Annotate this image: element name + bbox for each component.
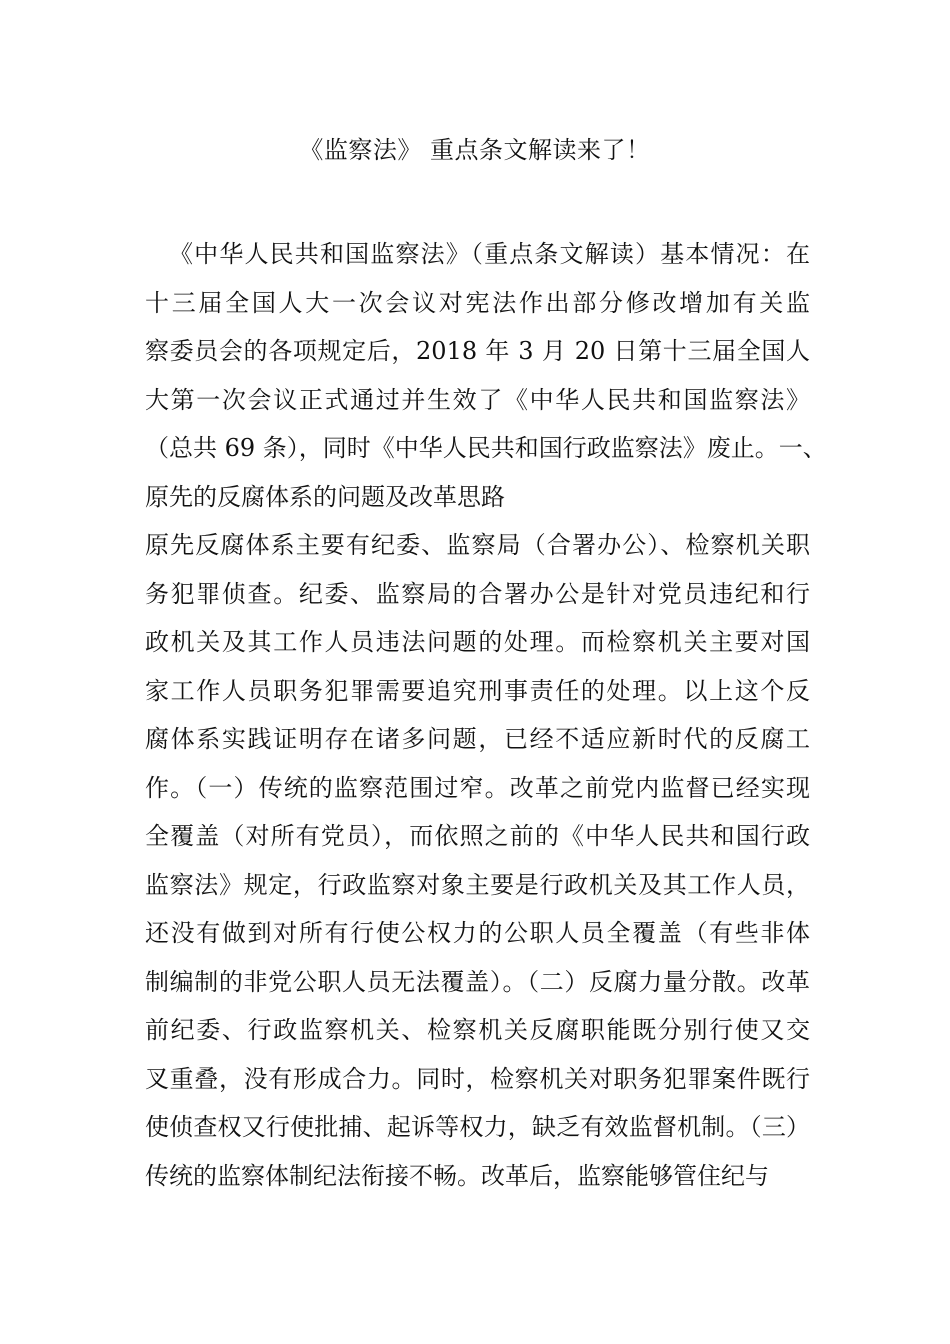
body-line: 务犯罪侦查。纪委、监察局的合署办公是针对党员违纪和行: [145, 579, 810, 608]
body-line: 政机关及其工作人员违法问题的处理。而检察机关主要对国: [145, 628, 810, 656]
body-line: 叉重叠，没有形成合力。同时，检察机关对职务犯罪案件既行: [145, 1064, 810, 1093]
body-line: 十三届全国人大一次会议对宪法作出部分修改增加有关监: [145, 288, 810, 317]
body-line: 全覆盖（对所有党员），而依照之前的《中华人民共和国行政: [145, 822, 810, 850]
body-line: 监察法》规定，行政监察对象主要是行政机关及其工作人员，: [145, 870, 810, 899]
body-line: 察委员会的各项规定后，2018 年 3 月 20 日第十三届全国人: [145, 337, 810, 365]
body-line: 大第一次会议正式通过并生效了《中华人民共和国监察法》: [145, 385, 810, 414]
document-body: [145, 230, 827, 1200]
body-line: 制编制的非党公职人员无法覆盖）。（二）反腐力量分散。改革: [145, 967, 810, 996]
body-line: 传统的监察体制纪法衔接不畅。改革后，监察能够管住纪与: [145, 1161, 769, 1190]
body-line: 作。（一）传统的监察范围过窄。改革之前党内监督已经实现: [145, 773, 810, 802]
document-title: 《监察法》 重点条文解读来了！: [299, 136, 651, 164]
body-line: 还没有做到对所有行使公权力的公职人员全覆盖（有些非体: [145, 919, 810, 947]
body-line: 腐体系实践证明存在诸多问题，已经不适应新时代的反腐工: [145, 725, 810, 753]
body-line: 原先的反腐体系的问题及改革思路: [145, 482, 505, 511]
body-line: 《中华人民共和国监察法》（重点条文解读）基本情况：在: [169, 240, 810, 268]
body-line: 前纪委、行政监察机关、检察机关反腐职能既分别行使又交: [145, 1016, 810, 1044]
body-line: 原先反腐体系主要有纪委、监察局（合署办公）、检察机关职: [145, 531, 810, 559]
body-line: （总共 69 条），同时《中华人民共和国行政监察法》废止。一、: [145, 434, 827, 462]
body-line: 家工作人员职务犯罪需要追究刑事责任的处理。以上这个反: [145, 676, 810, 705]
body-line: 使侦查权又行使批捕、起诉等权力，缺乏有效监督机制。（三）: [145, 1113, 810, 1141]
